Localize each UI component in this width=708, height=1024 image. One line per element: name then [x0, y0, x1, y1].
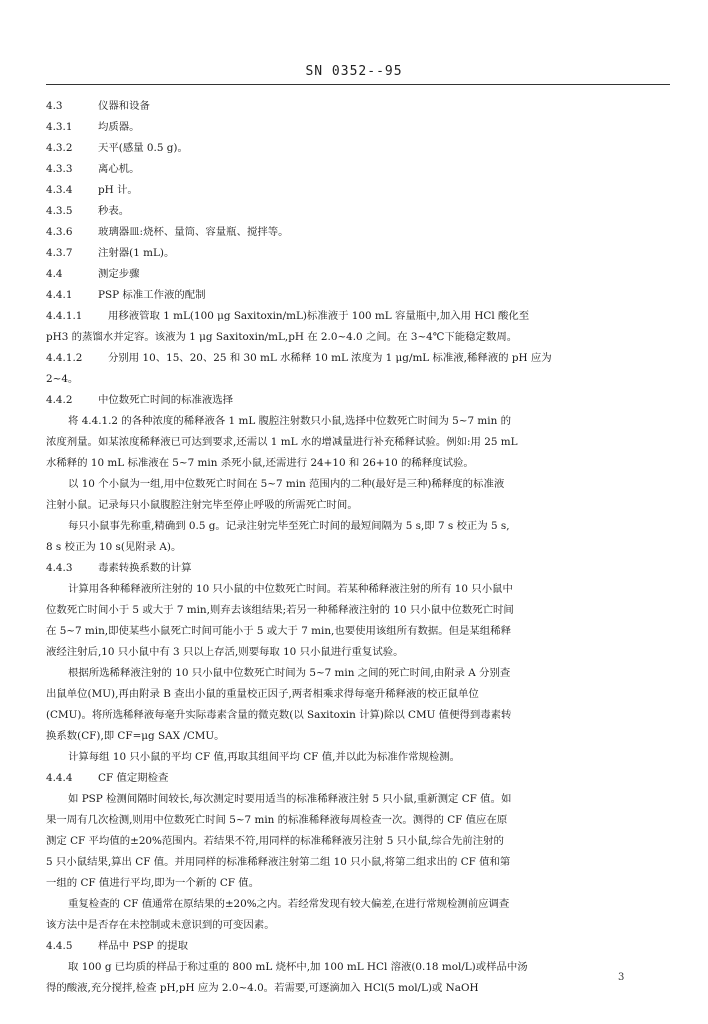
line-text: 分别用 10、15、20、25 和 30 mL 水稀释 10 mL 浓度为 1 μg/mL 标准液,稀释液的 pH 应为	[108, 352, 552, 364]
section-number: 4.3.3	[46, 163, 73, 175]
line-text: 注射小鼠。记录每只小鼠腹腔注射完毕至停止呼吸的所需死亡时间。	[46, 499, 358, 511]
text-line	[46, 474, 670, 495]
line-text: 用移液管取 1 mL(100 μg Saxitoxin/mL)标准液于 100 mL 容量瓶中,加入用 HCl 酸化至	[108, 310, 530, 322]
text-line	[46, 537, 670, 558]
line-text: 在 5~7 min,即使某些小鼠死亡时间可能小于 5 或大于 7 min,也要使用该组所有数据。但是某组稀释	[46, 625, 511, 637]
section-line	[46, 180, 670, 201]
section-line	[46, 138, 670, 159]
text-line	[46, 411, 670, 432]
line-text: 得的酸液,充分搅拌,检查 pH,pH 应为 2.0~4.0。若需要,可逐滴加入 HCl(5 mol/L)或 NaOH	[46, 982, 479, 994]
line-text: 每只小鼠事先称重,精确到 0.5 g。记录注射完毕至死亡时间的最短间隔为 5 s,即 7 s 校正为 5 s,	[68, 520, 510, 532]
line-text: 一组的 CF 值进行平均,即为一个新的 CF 值。	[46, 877, 260, 889]
section-line	[46, 768, 670, 789]
text-line	[46, 621, 670, 642]
section-line	[46, 390, 670, 411]
section-number: 4.4.3	[46, 562, 73, 574]
line-text: 取 100 g 已均质的样品于称过重的 800 mL 烧杯中,加 100 mL HCl 溶液(0.18 mol/L)或样品中汤	[68, 961, 528, 973]
line-text: 注射器(1 mL)。	[98, 247, 175, 259]
text-line	[46, 684, 670, 705]
page-number: 3	[618, 972, 625, 983]
line-text: 秒表。	[98, 205, 130, 217]
text-line	[46, 705, 670, 726]
section-number: 4.4.1.1	[46, 310, 83, 322]
section-line	[46, 96, 670, 117]
line-text: 仪器和设备	[98, 100, 150, 112]
section-line	[46, 936, 670, 957]
text-line	[46, 726, 670, 747]
line-text: 测定步骤	[98, 268, 140, 280]
text-line	[46, 810, 670, 831]
line-text: 离心机。	[98, 163, 140, 175]
section-line	[46, 306, 670, 327]
text-line	[46, 747, 670, 768]
section-number: 4.4.1	[46, 289, 73, 301]
line-text: 如 PSP 检测间隔时间较长,每次测定时要用适当的标准稀释液注射 5 只小鼠,重新测定 CF 值。如	[68, 793, 512, 805]
section-line	[46, 558, 670, 579]
line-text: 根据所选稀释液注射的 10 只小鼠中位数死亡时间为 5~7 min 之间的死亡时间,由附录 A 分别查	[68, 667, 511, 679]
line-text: 出鼠单位(MU),再由附录 B 查出小鼠的重量校正因子,两者相乘求得每毫升稀释液的校正鼠单位	[46, 688, 479, 700]
section-number: 4.4	[46, 268, 63, 280]
section-line	[46, 201, 670, 222]
text-line	[46, 600, 670, 621]
line-text: 以 10 个小鼠为一组,用中位数死亡时间在 5~7 min 范围内的二种(最好是三种)稀释度的标准液	[68, 478, 505, 490]
text-line	[46, 873, 670, 894]
text-line	[46, 495, 670, 516]
line-text: 毒素转换系数的计算	[98, 562, 192, 574]
line-text: 玻璃器皿:烧杯、量筒、容量瓶、搅拌等。	[98, 226, 289, 238]
line-text: 果一周有几次检测,则用中位数死亡时间 5~7 min 的标准稀释液每周检查一次。测得的 CF 值应在原	[46, 814, 508, 826]
line-text: 样品中 PSP 的提取	[98, 940, 189, 952]
text-line	[46, 852, 670, 873]
section-line	[46, 117, 670, 138]
document-code-header: SN 0352--95	[305, 64, 403, 79]
text-line	[46, 831, 670, 852]
text-line	[46, 894, 670, 915]
line-text: 均质器。	[98, 121, 140, 133]
section-line	[46, 348, 670, 369]
text-line	[46, 432, 670, 453]
line-text: 2~4。	[46, 373, 79, 385]
text-line	[46, 642, 670, 663]
line-text: CF 值定期检查	[98, 772, 169, 784]
line-text: 将 4.4.1.2 的各种浓度的稀释液各 1 mL 腹腔注射数只小鼠,选择中位数死亡时间为 5~7 min 的	[68, 415, 511, 427]
line-text: 测定 CF 平均值的±20%范围内。若结果不符,用同样的标准稀释液另注射 5 只小鼠,综合先前注射的	[46, 835, 504, 847]
text-line	[46, 453, 670, 474]
line-text: 该方法中是否存在未控制或未意识到的可变因素。	[46, 919, 275, 931]
line-text: 8 s 校正为 10 s(见附录 A)。	[46, 541, 182, 553]
text-line	[46, 663, 670, 684]
line-text: 计算用各种稀释液所注射的 10 只小鼠的中位数死亡时间。若某种稀释液注射的所有 10 只小鼠中	[68, 583, 513, 595]
line-text: 重复检查的 CF 值通常在原结果的±20%之内。若经常发现有较大偏差,在进行常规检测前应调查	[68, 898, 510, 910]
document-body	[46, 96, 670, 999]
section-line	[46, 243, 670, 264]
section-number: 4.3.4	[46, 184, 73, 196]
section-line	[46, 159, 670, 180]
line-text: 天平(感量 0.5 g)。	[98, 142, 188, 154]
section-number: 4.3.5	[46, 205, 73, 217]
text-line	[46, 579, 670, 600]
text-line	[46, 327, 670, 348]
text-line	[46, 516, 670, 537]
line-text: (CMU)。将所选稀释液每毫升实际毒素含量的微克数(以 Saxitoxin 计算)除以 CMU 值便得到毒素转	[46, 709, 512, 721]
section-line	[46, 222, 670, 243]
section-number: 4.4.2	[46, 394, 73, 406]
line-text: 水稀释的 10 mL 标准液在 5~7 min 杀死小鼠,还需进行 24+10 和 26+10 的稀释度试验。	[46, 457, 474, 469]
section-number: 4.3.6	[46, 226, 73, 238]
section-number: 4.4.1.2	[46, 352, 83, 364]
line-text: 浓度剂量。如某浓度稀释液已可达到要求,还需以 1 mL 水的增减量进行补充稀释试验。例如:用 25 mL	[46, 436, 518, 448]
section-number: 4.3.2	[46, 142, 73, 154]
line-text: PSP 标准工作液的配制	[98, 289, 206, 301]
line-text: 位数死亡时间小于 5 或大于 7 min,则弃去该组结果;若另一种稀释液注射的 10 只小鼠中位数死亡时间	[46, 604, 514, 616]
section-number: 4.3.7	[46, 247, 73, 259]
section-line	[46, 264, 670, 285]
section-number: 4.3.1	[46, 121, 73, 133]
text-line	[46, 915, 670, 936]
section-number: 4.4.4	[46, 772, 73, 784]
section-number: 4.4.5	[46, 940, 73, 952]
line-text: 液经注射后,10 只小鼠中有 3 只以上存活,则要每取 10 只小鼠进行重复试验。	[46, 646, 404, 658]
line-text: 换系数(CF),即 CF=μg SAX /CMU。	[46, 730, 225, 742]
line-text: pH 计。	[98, 184, 138, 196]
section-number: 4.3	[46, 100, 63, 112]
header-rule	[46, 84, 670, 85]
text-line	[46, 789, 670, 810]
line-text: pH3 的蒸馏水并定容。该液为 1 μg Saxitoxin/mL,pH 在 2.0~4.0 之间。在 3~4℃下能稳定数周。	[46, 331, 518, 343]
line-text: 中位数死亡时间的标准液选择	[98, 394, 234, 406]
section-line	[46, 285, 670, 306]
text-line	[46, 978, 670, 999]
line-text: 5 只小鼠结果,算出 CF 值。并用同样的标准稀释液注射第二组 10 只小鼠,将第二组求出的 CF 值和第	[46, 856, 511, 868]
text-line	[46, 369, 670, 390]
text-line	[46, 957, 670, 978]
line-text: 计算每组 10 只小鼠的平均 CF 值,再取其组间平均 CF 值,并以此为标准作常规检测。	[68, 751, 461, 763]
